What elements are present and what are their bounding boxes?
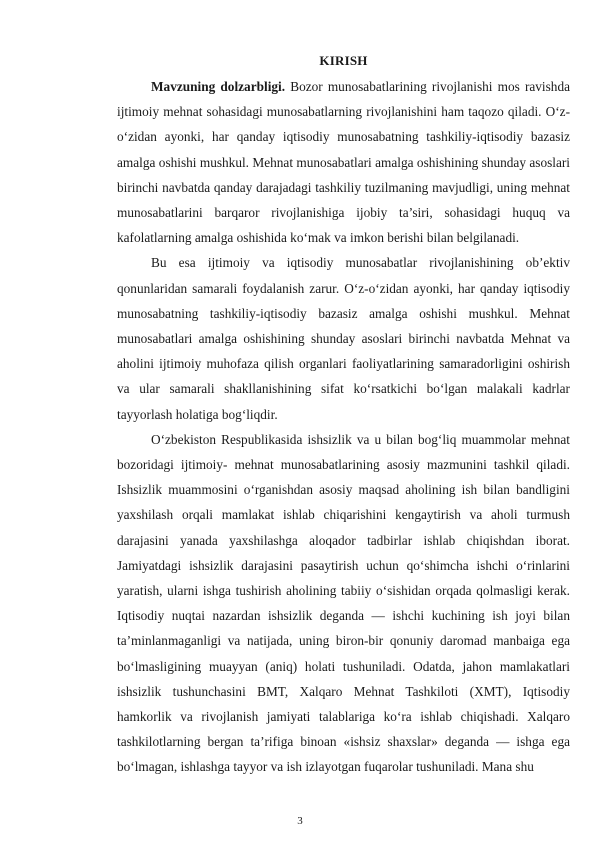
paragraph-relevance [117, 74, 570, 250]
paragraph-text: Bu esa ijtimoiy va iqtisodiy munosabatlar rivojlanishining ob’ektiv qonunlaridan samarali foydalanish zarur. O‘z-o‘zidan ayonki, har qanday iqtisodiy munosabatning tashkiliy-iqtisodiy bazasiz amalga oshishi mushkul. Mehnat munosabatlari amalga oshishining shunday asoslari birinchi navbatda Mehnat va aholini ijtimoiy muhofaza qilish organlari faoliyatlarining samaradorligini oshirish va ular samarali shakllanishining sifat ko‘rsatkichi bo‘lgan malakali kadrlar tayyorlash holatiga bog‘liqdir. [117, 255, 570, 422]
paragraph-text: O‘zbekiston Respublikasida ishsizlik va u bilan bog‘liq muammolar mehnat bozoridagi ijtimoiy- mehnat munosabatlarining asosiy mazmunini tashkil qiladi. Ishsizlik muammosini o‘rganishdan asosiy maqsad aholining ish bilan bandligini yaxshilash orqali mamlakat ishlab chiqarishini kengaytirish va aholi turmush darajasini yanada yaxshilashga aloqador tadbirlar ishlab chiqishdan iborat. Jamiyatdagi ishsizlik darajasini pasaytirish uchun qo‘shimcha ishchi o‘rinlarini yaratish, ularni ishga tushirish aholining tabiiy o‘sishidan orqada qolmasligi kerak. Iqtisodiy nuqtai nazardan ishsizlik deganda — ishchi kuchining ish joyi bilan ta’minlanmaganligi va natijada, uning biron-bir qonuniy daromad manbaiga ega bo‘lmasligining muayyan (aniq) holati tushuniladi. Odatda, jahon mamlakatlari ishsizlik tushunchasini BMT, Xalqaro Mehnat Tashkiloti (XMT), Iqtisodiy hamkorlik va rivojlanish jamiyati talablariga ko‘ra ishlab chiqishadi. Xalqaro tashkilotlarning bergan ta’rifiga binoan «ishsiz shaxslar» deganda — ishga ega bo‘lmagan, ishlashga tayyor va ish izlayotgan fuqarolar tushuniladi. Mana shu [117, 431, 570, 775]
paragraph-unemployment [117, 427, 570, 780]
paragraph-objective-laws [117, 250, 570, 426]
page-title: KIRISH [319, 53, 368, 68]
page-number: 3 [297, 815, 303, 827]
paragraph-text: Bozor munosabatlarining rivojlanishi mos ravishda ijtimoiy mehnat sohasidagi munosabatlarning rivojlanishini ham taqozo qiladi. O‘z-o‘zidan ayonki, har qanday iqtisodiy munosabatning tashkiliy-iqtisodiy bazasiz amalga oshishi mushkul. Mehnat munosabatlari amalga oshishining shunday asoslari birinchi navbatda qanday darajadagi tashkiliy tuzilmaning mavjudligi, uning mehnat munosabatlarini barqaror rivojlanishiga ijobiy ta’siri, sohasidagi huquq va kafolatlarning amalga oshishida ko‘mak va imkon berishi bilan belgilanadi. [117, 79, 570, 246]
paragraph-lead-heading: Mavzuning dolzarbligi. [151, 79, 286, 94]
document-page [117, 52, 570, 780]
